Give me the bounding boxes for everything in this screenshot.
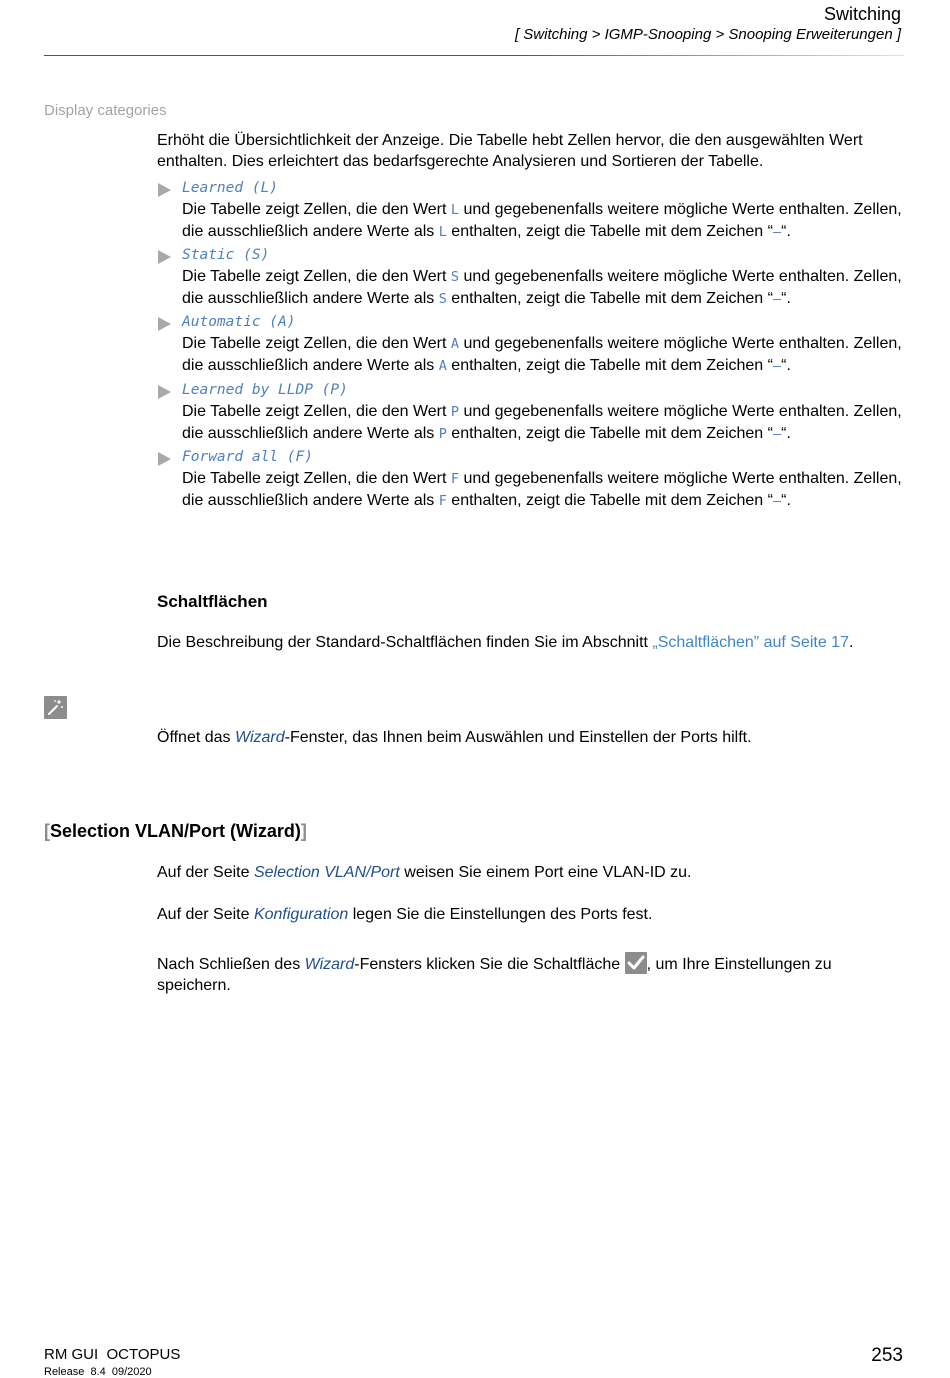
wizard-link[interactable]: Wizard <box>304 956 355 973</box>
bullet-triangle-icon <box>158 385 171 399</box>
selection-vlan-port-heading: [Selection VLAN/Port (Wizard)] <box>44 821 307 841</box>
page-number: 253 <box>871 1345 903 1366</box>
category-title: Automatic (A) <box>182 314 296 330</box>
bullet-triangle-icon <box>158 183 171 197</box>
buttons-heading: Schaltflächen <box>157 592 268 611</box>
magic-wand-icon <box>44 696 67 719</box>
selection-vlan-port-link[interactable]: Selection VLAN/Port <box>253 864 400 881</box>
selection-paragraph-2: Auf der Seite Konfiguration legen Sie die Einstellungen des Ports fest. <box>157 906 653 923</box>
bullet-triangle-icon <box>158 452 171 466</box>
buttons-description: Die Beschreibung der Standard-Schaltflächen finden Sie im Abschnitt „Schaltflächen” auf Seite 17. <box>157 634 854 651</box>
footer-release: Release 8.4 09/2020 <box>44 1366 152 1378</box>
category-description: Die Tabelle zeigt Zellen, die den Wert P und gegebenenfalls weitere mögliche Werte enthalten. Zellen, die ausschließlich andere Werte als P enthalten, zeigt die Tabelle mit dem Zeichen “–“. <box>182 403 902 442</box>
wizard-link[interactable]: Wizard <box>234 729 285 746</box>
schaltflaechen-link[interactable]: „Schaltflächen” auf Seite 17 <box>652 634 849 651</box>
page-header-title: Switching <box>823 4 901 24</box>
selection-paragraph-3: Nach Schließen des Wizard-Fensters klicken Sie die Schaltfläche , um Ihre Einstellungen zu speichern. <box>157 952 897 996</box>
category-description: Die Tabelle zeigt Zellen, die den Wert L und gegebenenfalls weitere mögliche Werte enthalten. Zellen, die ausschließlich andere Werte als L enthalten, zeigt die Tabelle mit dem Zeichen “–“. <box>182 201 902 240</box>
display-categories-intro: Erhöht die Übersichtlichkeit der Anzeige. Die Tabelle hebt Zellen hervor, die den ausgewählten Wert enthalten. Dies erleichtert das bedarfsgerechte Analysieren und Sortieren der Tabelle. <box>157 132 863 170</box>
bullet-triangle-icon <box>158 317 171 331</box>
page-header-breadcrumb: [ Switching > IGMP-Snooping > Snooping Erweiterungen ] <box>514 26 901 43</box>
checkmark-icon <box>625 952 647 974</box>
selection-paragraph-1: Auf der Seite Selection VLAN/Port weisen Sie einem Port eine VLAN-ID zu. <box>157 864 692 881</box>
category-description: Die Tabelle zeigt Zellen, die den Wert A und gegebenenfalls weitere mögliche Werte enthalten. Zellen, die ausschließlich andere Werte als A enthalten, zeigt die Tabelle mit dem Zeichen “–“. <box>182 335 902 374</box>
display-categories-label: Display categories <box>44 102 167 119</box>
category-title: Learned by LLDP (P) <box>182 382 348 398</box>
category-title: Forward all (F) <box>182 449 313 465</box>
category-title: Static (S) <box>182 247 270 263</box>
category-title: Learned (L) <box>182 180 279 196</box>
wizard-description: Öffnet das Wizard-Fenster, das Ihnen beim Auswählen und Einstellen der Ports hilft. <box>157 729 752 746</box>
header-divider <box>44 55 904 56</box>
category-description: Die Tabelle zeigt Zellen, die den Wert F und gegebenenfalls weitere mögliche Werte enthalten. Zellen, die ausschließlich andere Werte als F enthalten, zeigt die Tabelle mit dem Zeichen “–“. <box>182 470 902 509</box>
bullet-triangle-icon <box>158 250 171 264</box>
konfiguration-link[interactable]: Konfiguration <box>253 906 349 923</box>
category-description: Die Tabelle zeigt Zellen, die den Wert S und gegebenenfalls weitere mögliche Werte enthalten. Zellen, die ausschließlich andere Werte als S enthalten, zeigt die Tabelle mit dem Zeichen “–“. <box>182 268 902 307</box>
footer-product: RM GUI OCTOPUS <box>44 1346 181 1363</box>
